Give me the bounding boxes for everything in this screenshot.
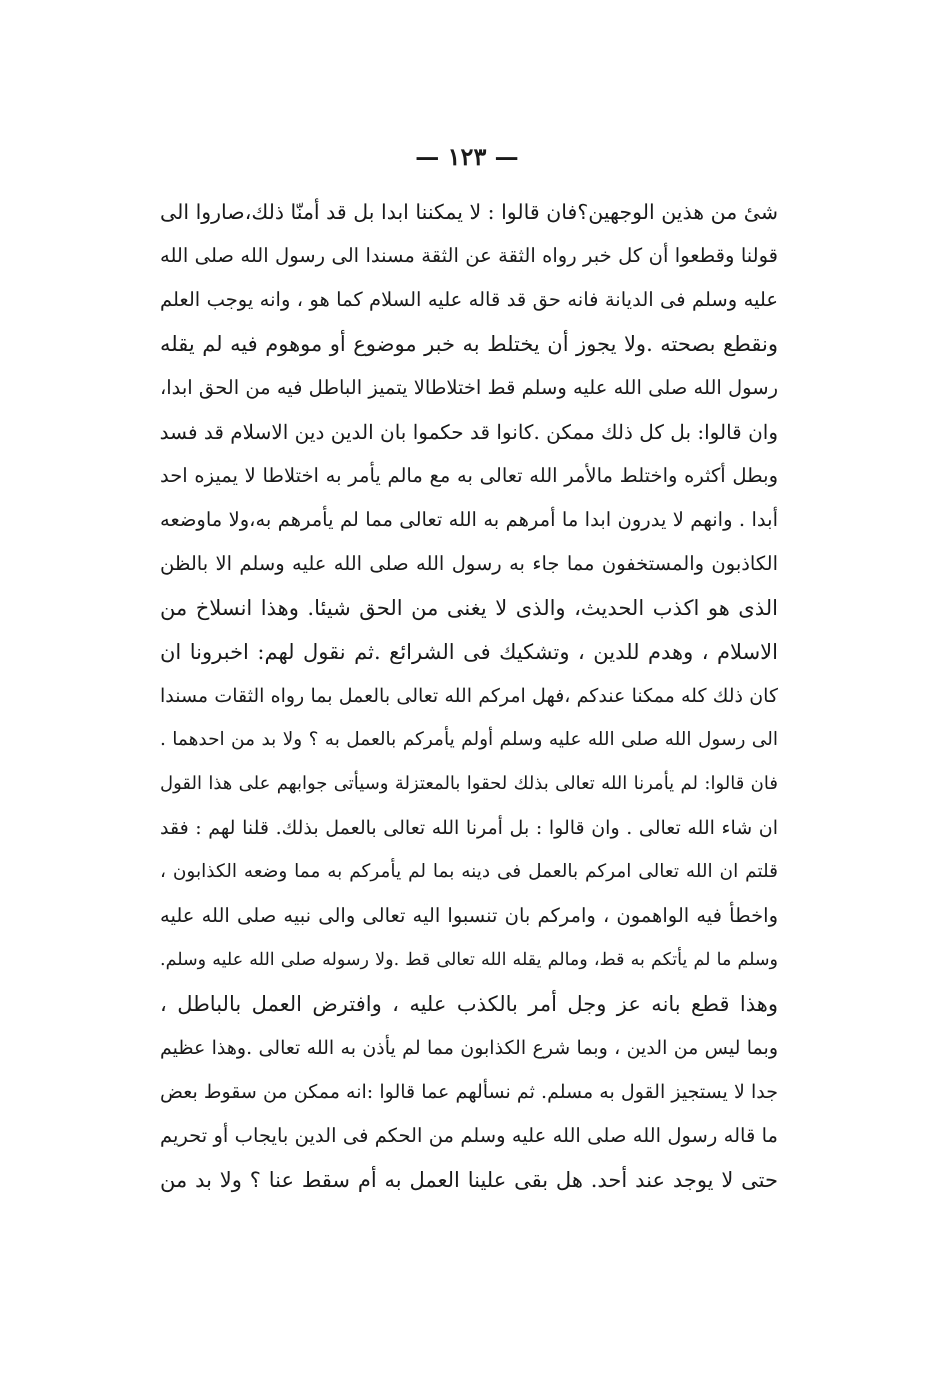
text-line: حتى لا يوجد عند أحد. هل بقى علينا العمل به أم سقط عنا ؟ ولا بد من (160, 1168, 778, 1192)
text-line: جدا لا يستجيز القول به مسلم. ثم نسألهم عما قالوا :انه ممكن من سقوط بعض (160, 1081, 778, 1103)
text-line: قولنا وقطعوا أن كل خبر رواه الثقة عن الثقة مسندا الى رسول الله صلى الله (160, 244, 778, 267)
text-line: الاسلام ، وهدم للدين ، وتشكيك فى الشرائع .ثم نقول لهم: اخبرونا ان (160, 640, 778, 664)
text-line: وسلم ما لم يأتكم به قط، ومالم يقله الله تعالى قط .ولا رسوله صلى الله عليه وسلم. (160, 950, 778, 970)
text-line: كان ذلك كله ممكنا عندكم ،فهل امركم الله تعالى بالعمل بما رواه الثقات مسندا (160, 685, 778, 707)
text-line: عليه وسلم فى الديانة فانه حق قد قاله عليه السلام كما هو ، وانه يوجب العلم (160, 288, 778, 311)
text-line: ونقطع بصحته .ولا يجوز أن يختلط به خبر موضوع أو موهوم فيه لم يقله (160, 332, 778, 356)
text-line: الى رسول الله صلى الله عليه وسلم أولم يأمركم بالعمل به ؟ ولا بد من احدهما . (160, 729, 778, 750)
text-line: وهذا قطع بانه عز وجل أمر بالكذب عليه ، وافترض العمل بالباطل ، (160, 992, 778, 1016)
text-line: أبدا . وانهم لا يدرون ابدا ما أمرهم به الله تعالى مما لم يأمرهم به،ولا ماوضعه (160, 508, 778, 531)
text-line: الذى هو اكذب الحديث، والذى لا يغنى من الحق شيئا. وهذا انسلاخ من (160, 596, 778, 620)
text-line: ما قاله رسول الله صلى الله عليه وسلم من الحكم فى الدين بايجاب أو تحريم (160, 1124, 778, 1147)
text-line: وبطل أكثره واختلط مالأمر الله تعالى به مع مالم يأمر به اختلاطا لا يميزه احد (160, 464, 778, 487)
text-line: قلتم ان الله تعالى امركم بالعمل فى دينه بما لم يأمركم به مما وضعه الكذابون ، (160, 861, 778, 882)
text-line: الكاذبون والمستخفون مما جاء به رسول الله صلى الله عليه وسلم الا بالظن (160, 552, 778, 575)
text-line: رسول الله صلى الله عليه وسلم قط اختلاطالا يتميز الباطل فيه من الحق ابدا، (160, 376, 778, 399)
page-number: — ١٢٣ — (415, 142, 519, 171)
text-line: شىٔ من هذين الوجهين؟فان قالوا : لا يمكننا ابدا بل قد أمنّا ذلك،صاروا الى (160, 200, 778, 224)
text-line: وان قالوا: بل كل ذلك ممكن .كانوا قد حكموا بان الدين دين الاسلام قد فسد (160, 420, 778, 444)
text-line: فان قالوا: لم يأمرنا الله تعالى بذلك لحقوا بالمعتزلة وسيأتى جوابهم على هذا القول (160, 773, 778, 794)
text-line: ان شاء الله تعالى . وان قالوا : بل أمرنا الله تعالى بالعمل بذلك. قلنا لهم : فقد (160, 817, 778, 839)
body-text (160, 190, 778, 1202)
text-line: وبما ليس من الدين ، وبما شرع الكذابون مما لم يأذن به الله تعالى .وهذا عظيم (160, 1037, 778, 1059)
text-line: واخطأ فيه الواهمون ، وامركم بان تنسبوا اليه تعالى والى نبيه صلى الله عليه (160, 904, 778, 927)
